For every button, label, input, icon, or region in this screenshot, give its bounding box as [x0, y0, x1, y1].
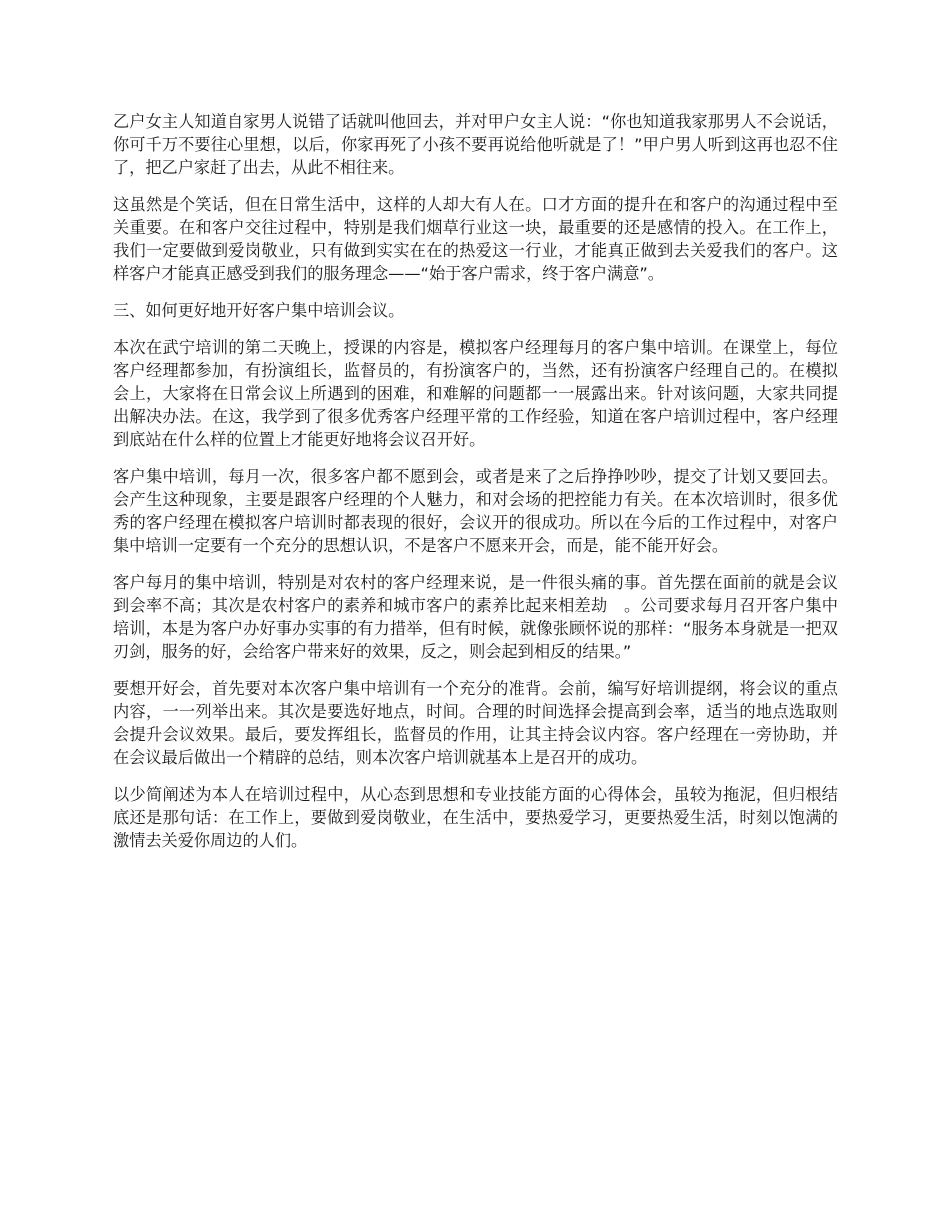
paragraph-6: 客户每月的集中培训，特别是对农村的客户经理来说，是一件很头痛的事。首先摆在面前的就是会议到会率不高；其次是农村客户的素养和城市客户的素养比起来相差劫 。公司要求每月召开客户集中培训，本是为客户办好事办实事的有力措举，但有时候，就像张顾怀说的那样：“服务本身就是一把双刃剑，服务的好，会给客户带来好的效果，反之，则会起到相反的结果。” [113, 573, 838, 661]
section-heading: 三、如何更好地开好客户集中培训会议。 [113, 301, 405, 320]
paragraph-2: 这虽然是个笑话，但在日常生活中，这样的人却大有人在。口才方面的提升在和客户的沟通过程中至关重要。在和客户交往过程中，特别是我们烟草行业这一块，最重要的还是感情的投入。在工作上，我们一定要做到爱岗敬业，只有做到实实在在的热爱这一行业，才能真正做到去关爱我们的客户。这样客户才能真正感受到我们的服务理念——“始于客户需求，终于客户满意”。 [113, 195, 838, 283]
paragraph-5: 客户集中培训，每月一次，很多客户都不愿到会，或者是来了之后挣挣吵吵，提交了计划又要回去。会产生这种现象，主要是跟客户经理的个人魅力，和对会场的把控能力有关。在本次培训时，很多优秀的客户经理在模拟客户培训时都表现的很好，会议开的很成功。所以在今后的工作过程中，对客户集中培训一定要有一个充分的思想认识，不是客户不愿来开会，而是，能不能开好会。 [113, 467, 838, 555]
paragraph-1: 乙户女主人知道自家男人说错了话就叫他回去，并对甲户女主人说：“你也知道我家那男人不会说话，你可千万不要往心里想，以后，你家再死了小孩不要再说给他听就是了！”甲户男人听到这再也忍不住了，把乙户家赶了出去，从此不相往来。 [113, 112, 838, 177]
paragraph-4: 本次在武宁培训的第二天晚上，授课的内容是，模拟客户经理每月的客户集中培训。在课堂上，每位客户经理都参加，有扮演组长，监督员的，有扮演客户的，当然，还有扮演客户经理自己的。在模拟会上，大家将在日常会议上所遇到的困难，和难解的问题都一一展露出来。针对该问题，大家共同提出解决办法。在这，我学到了很多优秀客户经理平常的工作经验，知道在客户培训过程中，客户经理到底站在什么样的位置上才能更好地将会议召开好。 [113, 338, 838, 449]
paragraph-7: 要想开好会，首先要对本次客户集中培训有一个充分的准背。会前，编写好培训提纲，将会议的重点内容，一一列举出来。其次是要选好地点，时间。合理的时间选择会提高到会率，适当的地点选取则会提升会议效果。最后，要发挥组长，监督员的作用，让其主持会议内容。客户经理在一旁协助，并在会议最后做出一个精辟的总结，则本次客户培训就基本上是召开的成功。 [113, 679, 838, 767]
paragraph-8: 以少简阐述为本人在培训过程中，从心态到思想和专业技能方面的心得体会，虽较为拖泥，但归根结底还是那句话：在工作上，要做到爱岗敬业，在生活中，要热爱学习，更要热爱生活，时刻以饱满的激情去关爱你周边的人们。 [113, 785, 838, 850]
